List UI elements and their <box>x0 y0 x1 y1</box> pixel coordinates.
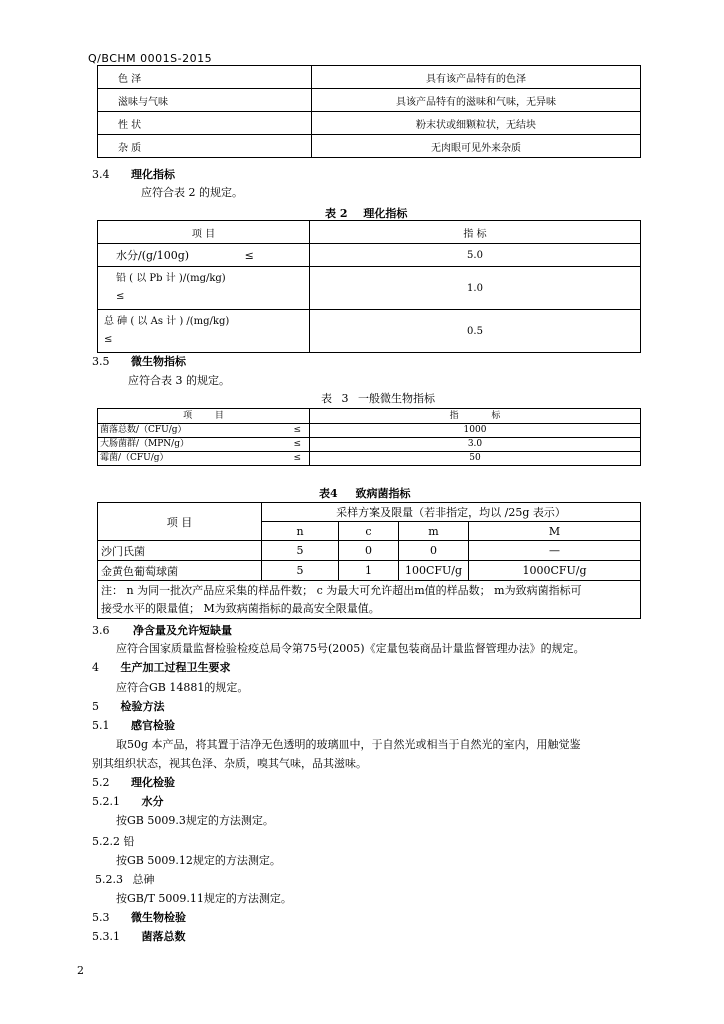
section-5-1-heading <box>92 717 175 733</box>
section-number: 4 <box>92 661 99 674</box>
header-cell: 指 标 <box>310 409 641 424</box>
section-number: 3.5 <box>92 355 110 368</box>
section-number: 5.2 <box>92 776 110 789</box>
section-4-text: 应符合GB 14881的规定。 <box>116 681 249 694</box>
table-row <box>98 135 641 158</box>
item-text: 铅 ( 以 Pb 计 )/(mg/kg) <box>116 273 226 284</box>
section-5-2-heading <box>92 774 175 790</box>
section-number: 3.6 <box>92 624 110 637</box>
section-3-4-text: 应符合表 2 的规定。 <box>141 186 243 199</box>
header-cell: 项 目 <box>98 503 262 541</box>
section-number: 5 <box>92 700 99 713</box>
table-row <box>98 310 641 353</box>
section-5-2-3-heading: 5.2.3 总砷 <box>95 873 155 886</box>
header-cell: 项 目 <box>98 409 310 424</box>
header-cell: 项 目 <box>98 221 310 244</box>
table-row <box>98 452 641 466</box>
table-cell: 0.5 <box>310 310 641 353</box>
table-row <box>98 244 641 267</box>
table-cell: 1 <box>339 561 399 581</box>
section-number: 5.2.1 <box>92 795 120 808</box>
caption-number: 表4 <box>319 487 338 500</box>
table-cell: 3.0 <box>310 438 641 452</box>
table-row <box>98 424 641 438</box>
table-cell <box>98 438 310 452</box>
section-title: 感官检验 <box>131 719 175 732</box>
table-4-caption <box>319 485 411 501</box>
table-cell <box>98 310 310 353</box>
le-symbol: ≤ <box>244 249 254 262</box>
table-cell: 杂 质 <box>98 135 312 158</box>
table-cell: 1000 <box>310 424 641 438</box>
section-5-1-text-line2: 别其组织状态，视其色泽、杂质，嗅其气味，品其滋味。 <box>92 757 367 770</box>
table-cell: 5.0 <box>310 244 641 267</box>
table-2 <box>97 220 641 353</box>
table-cell: 滋味与气味 <box>98 89 312 112</box>
section-title: 菌落总数 <box>141 930 186 943</box>
table-cell: 1000CFU/g <box>469 561 641 581</box>
header-cell: 指 标 <box>310 221 641 244</box>
table-3-caption: 表 3 一般微生物指标 <box>321 392 435 405</box>
item-text: 总 砷 ( 以 As 计 ) /(mg/kg) <box>104 316 230 327</box>
section-title: 净含量及允许短缺量 <box>133 624 232 637</box>
section-5-heading <box>92 698 165 714</box>
section-title: 水分 <box>141 795 164 808</box>
table-header-row <box>98 503 641 522</box>
section-5-2-3-text: 按GB/T 5009.11规定的方法测定。 <box>116 892 292 905</box>
table-header-row <box>98 221 641 244</box>
section-5-2-2-text: 按GB 5009.12规定的方法测定。 <box>116 854 281 867</box>
table-cell: 0 <box>339 541 399 561</box>
section-3-5-text: 应符合表 3 的规定。 <box>128 374 230 387</box>
page-number: 2 <box>77 964 84 977</box>
section-title: 理化检验 <box>131 776 175 789</box>
table-cell: 5 <box>262 541 339 561</box>
table-4 <box>97 502 641 619</box>
table-row <box>98 438 641 452</box>
table-cell: 沙门氏菌 <box>98 541 262 561</box>
table-cell: 5 <box>262 561 339 581</box>
header-cell: m <box>399 522 469 541</box>
section-5-3-heading <box>92 909 186 925</box>
table-cell: 100CFU/g <box>399 561 469 581</box>
table-row <box>98 89 641 112</box>
section-number: 5.3 <box>92 911 110 924</box>
caption-title: 理化指标 <box>363 207 408 220</box>
table-cell: 无肉眼可见外来杂质 <box>312 135 641 158</box>
table-cell <box>98 267 310 310</box>
sensory-table <box>97 65 641 158</box>
section-3-6-text: 应符合国家质量监督检验检疫总局令第75号(2005)《定量包装商品计量监督管理办法》的规定。 <box>116 642 585 655</box>
section-5-2-1-text: 按GB 5009.3规定的方法测定。 <box>116 814 274 827</box>
section-4-heading <box>92 659 231 675</box>
table-note <box>98 581 641 619</box>
section-number: 3.4 <box>92 168 110 181</box>
section-3-6-heading <box>92 622 232 638</box>
table-row <box>98 541 641 561</box>
table-cell: 金黄色葡萄球菌 <box>98 561 262 581</box>
item-text: 菌落总数/（CFU/g） <box>100 425 187 435</box>
le-symbol: ≤ <box>293 425 301 435</box>
note-line: 注： n 为同一批次产品应采集的样品件数； c 为最大可允许超出m值的样品数； m为致病菌指标可 <box>101 583 582 597</box>
section-title: 微生物检验 <box>131 911 186 924</box>
section-5-1-text-line1: 取50g 本产品，将其置于洁净无色透明的玻璃皿中，于自然光或相当于自然光的室内，用触觉鉴 <box>116 738 581 751</box>
table-cell <box>98 244 310 267</box>
table-note-row <box>98 581 641 619</box>
header-cell: n <box>262 522 339 541</box>
table-cell: 性 状 <box>98 112 312 135</box>
table-row <box>98 561 641 581</box>
section-5-2-2-heading: 5.2.2 铅 <box>92 835 135 848</box>
le-symbol: ≤ <box>116 291 125 302</box>
section-title: 生产加工过程卫生要求 <box>120 661 231 674</box>
section-title: 微生物指标 <box>131 355 186 368</box>
section-5-2-1-heading <box>92 793 164 809</box>
section-title: 检验方法 <box>120 700 165 713</box>
table-cell: 1.0 <box>310 267 641 310</box>
section-3-4-heading <box>92 166 175 182</box>
note-line: 接受水平的限量值； M为致病菌指标的最高安全限量值。 <box>101 601 380 615</box>
section-number: 5.3.1 <box>92 930 120 943</box>
table-row <box>98 112 641 135</box>
header-cell: M <box>469 522 641 541</box>
section-number: 5.1 <box>92 719 110 732</box>
table-cell: 0 <box>399 541 469 561</box>
table-cell <box>98 424 310 438</box>
table-cell: — <box>469 541 641 561</box>
table-cell: 粉末状或细颗粒状，无结块 <box>312 112 641 135</box>
table-2-caption <box>325 205 407 221</box>
le-symbol: ≤ <box>104 334 113 345</box>
table-row <box>98 66 641 89</box>
item-text: 霉菌/（CFU/g） <box>100 453 169 463</box>
header-cell: 采样方案及限量（若非指定，均以 /25g 表示） <box>262 503 641 522</box>
table-row <box>98 267 641 310</box>
caption-number: 表 2 <box>325 207 348 220</box>
section-5-3-1-heading <box>92 928 186 944</box>
le-symbol: ≤ <box>293 439 301 449</box>
table-header-row <box>98 409 641 424</box>
table-cell: 色 泽 <box>98 66 312 89</box>
caption-title: 致病菌指标 <box>355 487 411 500</box>
table-cell: 具有该产品特有的色泽 <box>312 66 641 89</box>
header-cell: c <box>339 522 399 541</box>
table-3 <box>97 408 641 466</box>
le-symbol: ≤ <box>293 453 301 463</box>
table-cell <box>98 452 310 466</box>
table-cell: 50 <box>310 452 641 466</box>
item-text: 大肠菌群/（MPN/g） <box>100 439 189 449</box>
item-text: 水分/(g/100g) <box>116 249 190 262</box>
section-3-5-heading <box>92 353 186 369</box>
document-code: Q/BCHM 0001S-2015 <box>88 52 213 65</box>
table-cell: 具该产品特有的滋味和气味，无异味 <box>312 89 641 112</box>
section-title: 理化指标 <box>131 168 175 181</box>
